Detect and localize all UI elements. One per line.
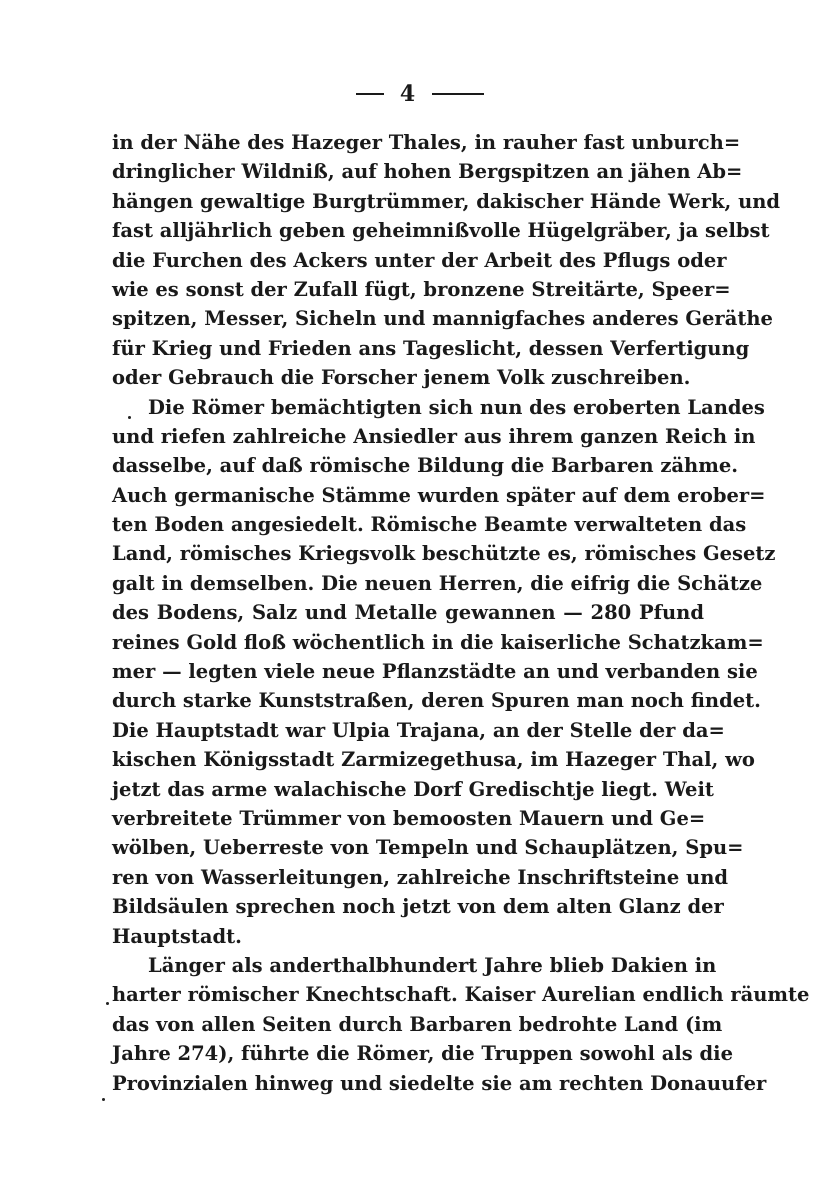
text-line: das von allen Seiten durch Barbaren bedrohte Land (im <box>112 1012 723 1036</box>
text-line: reines Gold floß wöchentlich in die kaiserliche Schatzkam= <box>112 630 764 654</box>
text-line: hängen gewaltige Burgtrümmer, dakischer Hände Werk, und <box>112 189 781 213</box>
text-line: fast alljährlich geben geheimnißvolle Hügelgräber, ja selbst <box>112 219 770 243</box>
text-line: des Bodens, Salz und Metalle gewannen — 280 Pfund <box>112 601 704 625</box>
text-line: Land, römisches Kriegsvolk beschützte es, römisches Gesetz <box>112 542 776 566</box>
text-line: kischen Königsstadt Zarmizegethusa, im Hazeger Thal, wo <box>112 748 755 772</box>
text-line: harter römischer Knechtschaft. Kaiser Aurelian endlich räumte <box>112 983 810 1007</box>
text-line: Provinzialen hinweg und siedelte sie am rechten Donauufer <box>112 1071 767 1095</box>
text-line: und riefen zahlreiche Ansiedler aus ihrem ganzen Reich in <box>112 424 756 448</box>
print-speck <box>106 1002 109 1005</box>
text-line: wölben, Ueberreste von Tempeln und Schauplätzen, Spu= <box>112 836 744 860</box>
text-line: Jahre 274), führte die Römer, die Truppen sowohl als die <box>112 1042 733 1066</box>
text-line: ten Boden angesiedelt. Römische Beamte verwalteten das <box>112 513 747 537</box>
header-dash-right <box>432 93 484 95</box>
text-line: wie es sonst der Zufall fügt, bronzene Streitärte, Speer= <box>112 277 731 301</box>
text-line: dasselbe, auf daß römische Bildung die Barbaren zähme. <box>112 454 739 478</box>
text-line: ren von Wasserleitungen, zahlreiche Inschriftsteine und <box>112 865 729 889</box>
body-text <box>112 128 810 1098</box>
text-line: Auch germanische Stämme wurden später auf dem erober= <box>112 483 766 507</box>
text-line: Hauptstadt. <box>112 924 242 948</box>
text-line: mer — legten viele neue Pflanzstädte an und verbanden sie <box>112 660 758 684</box>
text-line: spitzen, Messer, Sicheln und mannigfaches anderes Geräthe <box>112 307 773 331</box>
text-line: galt in demselben. Die neuen Herren, die eifrig die Schätze <box>112 571 763 595</box>
text-line: oder Gebrauch die Forscher jenem Volk zuschreiben. <box>112 366 691 390</box>
text-line: Die Hauptstadt war Ulpia Trajana, an der Stelle der da= <box>112 718 725 742</box>
header-dash-left <box>356 93 384 95</box>
print-speck <box>128 416 131 419</box>
text-line: Die Römer bemächtigten sich nun des eroberten Landes <box>148 395 765 419</box>
text-line: Bildsäulen sprechen noch jetzt von dem alten Glanz der <box>112 895 724 919</box>
print-speck <box>102 1098 105 1101</box>
page-number: 4 <box>399 81 417 107</box>
text-line: die Furchen des Ackers unter der Arbeit des Pflugs oder <box>112 248 727 272</box>
text-line: für Krieg und Frieden ans Tageslicht, dessen Verfertigung <box>112 336 750 360</box>
text-line: dringlicher Wildniß, auf hohen Bergspitzen an jähen Ab= <box>112 160 743 184</box>
text-line: verbreitete Trümmer von bemoosten Mauern und Ge= <box>112 806 706 830</box>
page-header <box>0 80 840 110</box>
text-line: Länger als anderthalbhundert Jahre blieb Dakien in <box>148 953 717 977</box>
text-line: in der Nähe des Hazeger Thales, in rauher fast unburch= <box>112 131 741 154</box>
text-line: jetzt das arme walachische Dorf Gredischtje liegt. Weit <box>112 777 714 801</box>
text-line: durch starke Kunststraßen, deren Spuren man noch findet. <box>112 689 761 713</box>
